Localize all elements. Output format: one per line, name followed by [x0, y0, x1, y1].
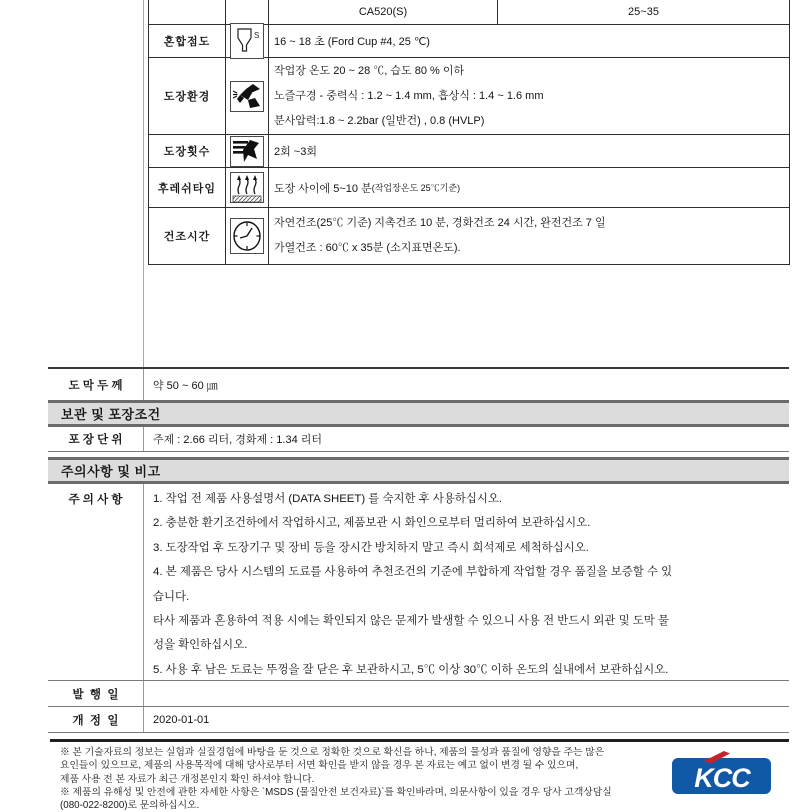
film-thickness-value: 약 50 ~ 60 ㎛	[143, 369, 789, 400]
precaution-line: 습니다.	[153, 590, 190, 603]
flash-time-note: (작업장온도 25℃기준)	[371, 183, 461, 193]
flash-time-icon	[230, 172, 264, 203]
footer-disclaimer	[60, 746, 672, 812]
row-label: 도장환경	[149, 58, 226, 134]
icon-cell	[226, 208, 269, 264]
product-range: 25~35	[628, 6, 659, 18]
row-label: 도장횟수	[149, 135, 226, 167]
table-row-coats	[149, 135, 789, 168]
precaution-line: 5. 사용 후 남은 도료는 뚜껑을 잘 닫은 후 보관하시고, 5℃ 이상 30℃ 이하 온도의 실내에서 보관하십시오.	[153, 663, 669, 676]
icon-cell	[226, 135, 269, 167]
dry-line: 자연건조(25℃ 기준) 지촉건조 10 분, 경화건조 24 시간, 완전건조 7 일	[274, 217, 606, 229]
empty-icon-cell	[226, 0, 269, 24]
precautions-lines	[143, 484, 789, 680]
footer-line: 요인들이 있으므로, 제품의 사용목적에 대해 당사로부터 서면 확인을 받지 않을 경우 본 자료는 예고 없이 변경 될 수 있으며,	[60, 760, 579, 772]
precaution-line: 타사 제품과 혼용하여 적용 시에는 확인되지 않은 문제가 발생할 수 있으니 사용 전 반드시 외관 및 도막 물	[153, 615, 669, 628]
table-row-dry-time	[149, 208, 789, 265]
footer-line: ※ 제품의 유해성 및 안전에 관한 자세한 사항은 `MSDS (물질안전 보건자료)`를 확인바라며, 의문사항이 있을 경우 당사 고객상담실	[60, 786, 612, 798]
kcc-logo-text: KCC	[694, 763, 750, 793]
packaging-unit-row	[48, 427, 789, 452]
svg-text:S: S	[254, 31, 260, 40]
product-range-cell	[498, 0, 789, 24]
row-value-lines	[269, 58, 789, 134]
footer-line: ※ 본 기술자료의 정보는 실험과 실질경험에 바탕을 둔 것으로 정확한 것으로 확신을 하나, 제품의 물성과 품질에 영향을 주는 많은	[60, 747, 605, 758]
spray-gun-icon	[230, 81, 264, 112]
section-header-notes	[48, 457, 789, 484]
row-label: 건조시간	[149, 208, 226, 264]
ford-cup-icon	[230, 23, 264, 59]
table-row-flash-time	[149, 168, 789, 208]
precautions-row	[48, 484, 789, 681]
row-value: 2회 ~3회	[274, 146, 317, 158]
section-header-storage	[48, 400, 789, 427]
icon-cell	[226, 25, 269, 57]
env-line: 노즐구경 - 중력식 : 1.2 ~ 1.4 mm, 흡상식 : 1.4 ~ 1.6 mm	[274, 89, 544, 102]
icon-cell	[226, 58, 269, 134]
section-header-text: 보관 및 포장조건	[61, 407, 161, 422]
row-value-lines	[269, 208, 789, 264]
flash-time-main: 도장 사이에 5~10 분	[274, 182, 372, 195]
precaution-line: 3. 도장작업 후 도장기구 및 장비 등을 장시간 방치하지 말고 즉시 희석제로 세척하십시오.	[153, 541, 589, 554]
precaution-line: 1. 작업 전 제품 사용설명서 (DATA SHEET) 를 숙지한 후 사용하십시오.	[153, 493, 503, 505]
revision-date-value: 2020-01-01	[143, 707, 789, 732]
clock-icon	[230, 218, 264, 254]
packaging-unit-label: 포 장 단 위	[68, 434, 123, 446]
spray-count-icon	[230, 136, 264, 167]
precaution-line: 성을 확인하십시오.	[153, 639, 248, 652]
row-label: 후레쉬타임	[149, 168, 226, 207]
kcc-logo	[671, 750, 777, 796]
revision-date-label: 개 정 일	[72, 714, 119, 727]
product-code-cell	[269, 0, 498, 24]
issue-date-value	[143, 681, 789, 706]
precaution-line: 4. 본 제품은 당사 시스템의 도료를 사용하여 추천조건의 기준에 부합하게 작업할 경우 품질을 보증할 수 있	[153, 566, 673, 579]
film-thickness-row	[48, 367, 789, 400]
application-spec-table	[148, 0, 790, 265]
row-value	[269, 168, 789, 207]
issue-date-row	[48, 681, 789, 707]
table-row-environment	[149, 58, 789, 135]
empty-label-cell	[149, 0, 226, 24]
dry-line: 가열건조 : 60℃ x 35분 (소지표면온도).	[274, 242, 461, 254]
film-thickness-label: 도 막 두 께	[68, 379, 123, 392]
footer-line: (080-022-8200)로 문의하십시오.	[60, 800, 200, 812]
issue-date-label: 발 행 일	[72, 688, 119, 701]
row-value: 16 ~ 18 초 (Ford Cup #4, 25 ℃)	[274, 36, 430, 48]
precautions-label: 주 의 사 항	[68, 494, 123, 506]
packaging-unit-value: 주제 : 2.66 리터, 경화제 : 1.34 리터	[143, 427, 789, 451]
icon-cell	[226, 168, 269, 207]
precaution-line: 2. 충분한 환기조건하에서 작업하시고, 제품보관 시 화인으로부터 멀리하여 보관하십시오.	[153, 517, 591, 530]
footer-divider-rule	[50, 739, 789, 742]
table-row-product	[149, 0, 789, 25]
row-label: 혼합점도	[149, 25, 226, 57]
table-row-viscosity	[149, 25, 789, 58]
section-header-text: 주의사항 및 비고	[61, 464, 161, 479]
env-line: 분사압력:1.8 ~ 2.2bar (일반건) , 0.8 (HVLP)	[274, 114, 485, 127]
outer-column-divider	[143, 0, 144, 367]
revision-date-row	[48, 707, 789, 733]
env-line: 작업장 온도 20 ~ 28 ℃, 습도 80 % 이하	[274, 64, 465, 77]
footer-line: 제품 사용 전 본 자료가 최근 개정본인지 확인 하셔야 합니다.	[60, 773, 315, 785]
product-code: CA520(S)	[358, 6, 408, 18]
